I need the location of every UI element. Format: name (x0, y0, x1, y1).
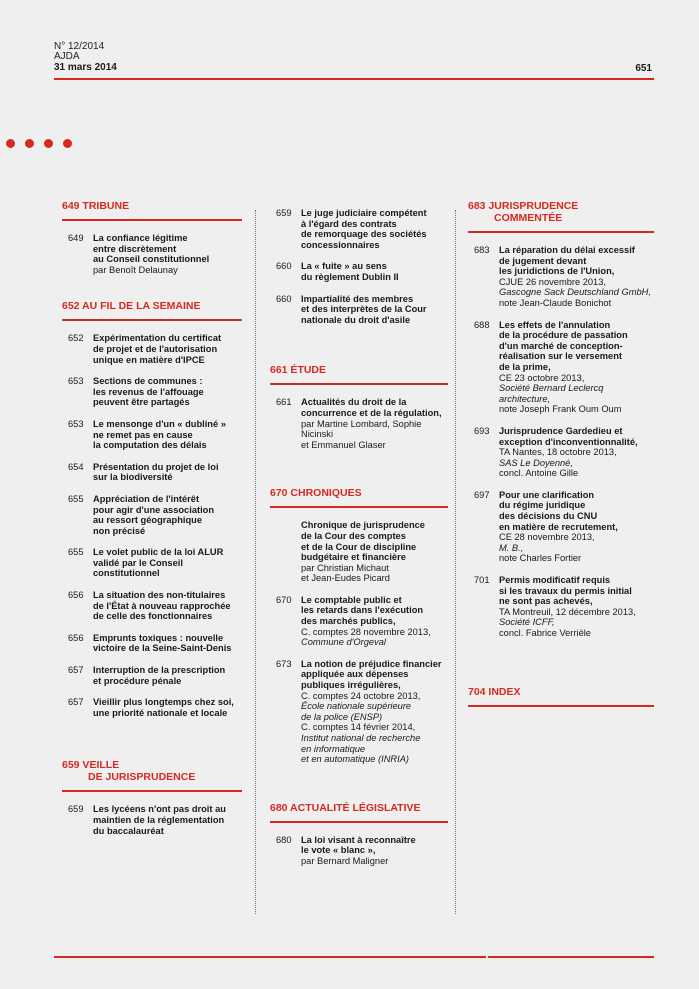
entry-page-number: 654 (68, 461, 84, 472)
entry-page-number: 656 (68, 632, 84, 643)
section-title-chroniques[interactable]: 670 CHRONIQUES (270, 487, 448, 508)
toc-entry[interactable] (270, 294, 448, 326)
entry-case-name: Société ICFF, (499, 617, 555, 628)
toc-column-2 (270, 208, 448, 878)
entry-author: CJUE 26 novembre 2013, (499, 276, 606, 287)
jurisprudence-list (468, 245, 654, 639)
entry-title: Expérimentation du certificat de projet et de l'autorisation unique en matière d'IPCE (93, 333, 222, 365)
section-title-veille-line2: DE JURISPRUDENCE (88, 771, 196, 784)
entry-page-number: 697 (474, 489, 490, 500)
toc-entry[interactable] (270, 397, 448, 450)
toc-entry[interactable] (468, 575, 654, 639)
entry-page-number: 655 (68, 493, 84, 504)
etude-list (270, 397, 448, 450)
entry-page-number: 701 (474, 575, 490, 586)
entry-title: La « fuite » au sens du règlement Dublin II (301, 261, 399, 282)
toc-entry[interactable] (62, 333, 242, 365)
entry-page-number: 655 (68, 547, 84, 558)
entry-title: Le juge judiciaire compétent à l'égard des contrats de remorquage des sociétés concessionnaires (301, 208, 427, 250)
section-title-jurisprudence-line2: COMMENTÉE (494, 212, 563, 224)
entry-case-name: SAS Le Doyenné, (499, 457, 573, 468)
toc-entry[interactable] (62, 697, 242, 718)
footer-rule (488, 956, 654, 958)
entry-page-number: 673 (276, 658, 292, 669)
issue-date: 31 mars 2014 (54, 62, 117, 73)
toc-entry[interactable] (270, 520, 448, 584)
entry-note: concl. Antoine Gille (499, 468, 579, 479)
entry-author: par Bernard Maligner (301, 855, 389, 866)
entry-title: Impartialité des membres et des interprètes de la Cour nationale du droit d'asile (301, 293, 427, 325)
issue-number: N° 12/2014 (54, 41, 105, 52)
entry-title: Emprunts toxiques : nouvelle victoire de la Seine-Saint-Denis (93, 632, 232, 654)
column-separator (255, 210, 256, 914)
entry-page-number: 670 (276, 594, 292, 605)
dot-icon (25, 139, 34, 148)
entry-page-number: 656 (68, 590, 84, 601)
entry-page-number: 660 (276, 261, 292, 272)
entry-author: TA Montreuil, 12 décembre 2013, (499, 606, 636, 617)
entry-title: Le comptable public et les retards dans l'exécution des marchés publics, (301, 594, 424, 627)
entry-case-name: École nationale supérieure de la police (ENSP) (301, 701, 412, 722)
entry-note: note Charles Fortier (499, 553, 582, 564)
entry-title: La situation des non-titulaires de l'État à nouveau rapprochée de celle des fonctionnaires (93, 590, 231, 622)
toc-entry[interactable] (270, 208, 448, 250)
entry-author: TA Nantes, 18 octobre 2013, (499, 447, 617, 458)
entry-page-number: 693 (474, 425, 490, 436)
chroniques-list (270, 520, 448, 764)
entry-page-number: 659 (68, 804, 84, 815)
section-title-veille-line1: 659 VEILLE (62, 759, 120, 772)
page-header (54, 42, 654, 74)
toc-entry[interactable] (270, 261, 448, 282)
entry-title: Vieillir plus longtemps chez soi, une priorité nationale et locale (93, 697, 234, 718)
toc-entry[interactable] (468, 426, 654, 479)
footer-rule (54, 956, 486, 958)
entry-title: La confiance légitime entre discrètement au Conseil constitutionnel (93, 233, 210, 265)
section-title-jurisprudence[interactable] (468, 200, 654, 233)
entry-title: La notion de préjudice financier appliquée aux dépenses publiques irrégulières, (301, 658, 442, 691)
toc-entry[interactable] (62, 462, 242, 483)
entry-author-2: C. comptes 14 février 2014, (301, 722, 416, 733)
entry-title: Actualités du droit de la concurrence et de la régulation, (301, 397, 442, 418)
entry-page-number: 653 (68, 376, 84, 387)
entry-author: par Martine Lombard, Sophie Nicinski et Emmanuel Glaser (301, 418, 422, 450)
toc-entry[interactable] (62, 665, 242, 686)
entry-page-number: 660 (276, 293, 292, 304)
entry-note: concl. Fabrice Verrièle (499, 628, 591, 638)
entry-case-name: M. B., (499, 542, 524, 553)
decorative-dots (6, 135, 82, 153)
dot-icon (63, 139, 72, 148)
entry-page-number: 661 (276, 397, 292, 408)
entry-note: note Joseph Frank Oum Oum (499, 404, 622, 415)
dot-icon (6, 139, 15, 148)
section-title-index[interactable]: 704 INDEX (468, 686, 654, 707)
section-title-legislative[interactable]: 680 ACTUALITÉ LÉGISLATIVE (270, 802, 448, 823)
page-number: 651 (635, 63, 652, 74)
section-title-jurisprudence-line1: 683 JURISPRUDENCE (468, 200, 579, 212)
entry-case-name: Gascogne Sack Deutschland GmbH, (499, 287, 651, 298)
entry-page-number: 652 (68, 333, 84, 344)
entry-author: par Benoît Delaunay (93, 264, 178, 275)
toc-entry[interactable] (62, 233, 242, 275)
entry-page-number: 657 (68, 697, 84, 708)
toc-entry[interactable] (270, 659, 448, 765)
toc-entry[interactable] (468, 490, 654, 564)
entry-title: Chronique de jurisprudence de la Cour des comptes et de la Cour de discipline budgétaire et financière (301, 520, 425, 563)
veille-list (62, 804, 242, 836)
entry-page-number: 649 (68, 233, 84, 243)
entry-title: La loi visant à reconnaître le vote « blanc », (301, 834, 416, 856)
entry-title: Sections de communes : les revenus de l'affouage peuvent être partagés (93, 376, 204, 408)
journal-name: AJDA (54, 51, 80, 62)
entry-case-name: Commune d'Orgeval (301, 637, 386, 648)
entry-title: Jurisprudence Gardedieu et exception d'inconventionnalité, (499, 425, 638, 447)
toc-entry[interactable] (62, 419, 242, 451)
section-title-etude[interactable]: 661 ÉTUDE (270, 364, 448, 385)
entry-case-name: Société Bernard Leclercq architecture, (499, 383, 604, 404)
entry-note: note Jean-Claude Bonichot (499, 297, 612, 308)
tribune-list (62, 233, 242, 275)
section-title-tribune[interactable]: 649 TRIBUNE (62, 200, 242, 221)
toc-column-3 (468, 200, 654, 719)
entry-page-number: 653 (68, 418, 84, 429)
toc-entry[interactable] (468, 245, 654, 309)
entry-author: CE 28 novembre 2013, (499, 532, 595, 543)
toc-entry[interactable] (270, 595, 448, 648)
entry-title: Permis modificatif requis si les travaux du permis initial ne sont pas achevés, (499, 575, 632, 607)
semaine-list (62, 333, 242, 718)
entry-title: Le mensonge d'un « dubliné » ne remet pas en cause la computation des délais (93, 418, 226, 451)
entry-title: Le volet public de la loi ALUR validé par le Conseil constitutionnel (93, 547, 224, 579)
section-title-veille[interactable] (62, 759, 242, 792)
entry-page-number: 657 (68, 665, 84, 676)
entry-title: Interruption de la prescription et procédure pénale (93, 665, 226, 686)
toc-entry[interactable] (62, 547, 242, 579)
toc-entry[interactable] (270, 835, 448, 867)
toc-entry[interactable] (62, 590, 242, 622)
toc-entry[interactable] (62, 494, 242, 536)
entry-page-number: 680 (276, 834, 292, 845)
entry-page-number: 683 (474, 245, 490, 255)
entry-title: Les effets de l'annulation de la procédure de passation d'un marché de conception- réalisation sur le versement de la prime, (499, 319, 628, 372)
entry-page-number: 659 (276, 208, 292, 218)
entry-author: C. comptes 28 novembre 2013, (301, 626, 431, 637)
entry-title: La réparation du délai excessif de jugement devant les juridictions de l'Union, (499, 245, 635, 277)
toc-entry[interactable] (468, 320, 654, 415)
legislative-list (270, 835, 448, 867)
entry-title: Présentation du projet de loi sur la biodiversité (93, 461, 219, 483)
entry-title: Appréciation de l'intérêt pour agir d'une association au ressort géographique non précisé (93, 493, 215, 536)
entry-author: par Christian Michaut et Jean-Eudes Picard (301, 562, 390, 584)
dot-icon (44, 139, 53, 148)
entry-title: Pour une clarification du régime juridique des décisions du CNU en matière de recrutement, (499, 489, 618, 532)
veille-continued-list (270, 208, 448, 325)
section-title-semaine[interactable]: 652 AU FIL DE LA SEMAINE (62, 300, 242, 321)
toc-entry[interactable] (62, 633, 242, 654)
entry-author: CE 23 octobre 2013, (499, 372, 585, 383)
entry-author: C. comptes 24 octobre 2013, (301, 690, 421, 701)
toc-column-1 (62, 200, 242, 847)
toc-entry[interactable] (62, 376, 242, 408)
entry-case-name-2: Institut national de recherche en informatique et en automatique (INRIA) (301, 733, 421, 765)
entry-title: Les lycéens n'ont pas droit au maintien de la réglementation du baccalauréat (93, 804, 226, 836)
entry-page-number: 688 (474, 319, 490, 330)
column-separator (455, 210, 456, 914)
toc-entry[interactable] (62, 804, 242, 836)
header-rule (54, 78, 654, 80)
